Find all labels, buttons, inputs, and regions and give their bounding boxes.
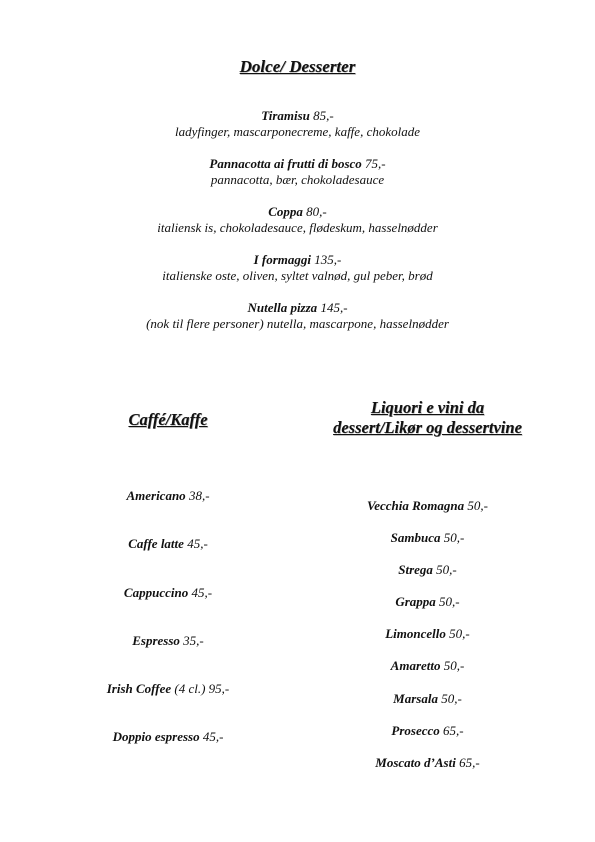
dessert-price: 135,-: [314, 252, 342, 267]
coffee-name: Espresso: [132, 632, 180, 648]
dessert-item: [0, 204, 595, 236]
liquor-name: Prosecco: [391, 722, 440, 738]
liquor-price: 65,-: [459, 754, 480, 770]
coffee-price: 45,-: [202, 729, 224, 745]
dessert-price: 85,-: [313, 108, 334, 123]
liquor-name: Limoncello: [385, 626, 446, 642]
liquor-item: [300, 658, 555, 690]
coffee-heading: Caffé/Kaffe: [128, 410, 208, 429]
dessert-price: 75,-: [365, 156, 386, 171]
coffee-name: Americano: [126, 488, 186, 503]
dessert-item: [0, 108, 595, 140]
dessert-description: italiensk is, chokoladesauce, flødeskum, hasselnødder: [157, 220, 438, 235]
liquor-item: [300, 530, 555, 562]
dessert-description: pannacotta, bær, chokoladesauce: [210, 172, 385, 187]
coffee-price: 45,-: [191, 584, 213, 600]
coffee-name: Irish Coffee: [106, 681, 172, 697]
liquor-name: Amaretto: [390, 658, 441, 674]
dessert-name: I formaggi: [253, 252, 312, 267]
coffee-price: 38,-: [188, 488, 210, 503]
liquor-name: Vecchia Romagna: [367, 498, 465, 513]
dessert-name-line: [0, 156, 595, 172]
liquor-price: 50,-: [467, 498, 488, 513]
liquor-item: [300, 691, 555, 723]
dessert-name: Nutella pizza: [247, 300, 318, 315]
coffee-item: [70, 536, 266, 584]
dessert-name-line: [0, 108, 595, 124]
liquor-item: [300, 626, 555, 658]
dessert-name-line: [0, 204, 595, 220]
coffee-name: Doppio espresso: [112, 729, 200, 745]
dessert-list: [0, 108, 595, 348]
page-title: Dolce/ Desserter: [239, 57, 356, 76]
coffee-item: [70, 681, 266, 729]
coffee-item: [70, 729, 266, 777]
liquor-price: 50,-: [441, 690, 462, 706]
dessert-description: ladyfinger, mascarponecreme, kaffe, chokolade: [174, 124, 420, 139]
dessert-name-line: [0, 300, 595, 316]
coffee-name: Caffe latte: [128, 536, 184, 552]
dessert-price: 145,-: [320, 300, 348, 315]
liquor-price: 50,-: [443, 658, 465, 674]
liquor-name: Marsala: [393, 690, 438, 706]
liquor-item: [300, 498, 555, 530]
liquor-name: Strega: [398, 562, 433, 578]
liquor-name: Grappa: [395, 594, 436, 610]
liquor-heading: [300, 398, 555, 438]
coffee-list: [70, 488, 266, 778]
dessert-item: [0, 252, 595, 284]
liquor-price: 50,-: [449, 626, 470, 642]
dessert-name: Coppa: [268, 204, 303, 219]
liquor-item: [300, 723, 555, 755]
liquor-item: [300, 594, 555, 626]
liquor-item: [300, 562, 555, 594]
liquor-list: [300, 498, 555, 787]
coffee-item: [70, 488, 266, 536]
coffee-name: Cappuccino: [123, 584, 189, 600]
liquor-name: Moscato d’Asti: [375, 754, 456, 770]
liquor-price: 50,-: [439, 594, 460, 610]
coffee-price: 45,-: [187, 536, 208, 552]
dessert-name: Pannacotta ai frutti di bosco: [209, 156, 362, 171]
dessert-description: italienske oste, oliven, syltet valnød, gul peber, brød: [162, 268, 433, 283]
liquor-price: 50,-: [443, 530, 465, 546]
dessert-name-line: [0, 252, 595, 268]
coffee-item: [70, 633, 266, 681]
dessert-price: 80,-: [306, 204, 327, 219]
liquor-heading-line1: Liquori e vini da: [370, 398, 485, 417]
liquor-price: 65,-: [443, 722, 464, 738]
liquor-price: 50,-: [436, 562, 457, 578]
liquor-name: Sambuca: [390, 530, 441, 546]
coffee-item: [70, 585, 266, 633]
liquor-item: [300, 755, 555, 787]
coffee-price: 35,-: [183, 632, 204, 648]
liquor-heading-line2: dessert/Likør og dessertvine: [333, 418, 522, 437]
dessert-name: Tiramisu: [261, 108, 310, 123]
dessert-item: [0, 156, 595, 188]
coffee-price: (4 cl.) 95,-: [174, 681, 230, 697]
dessert-item: [0, 300, 595, 332]
dessert-description: (nok til flere personer) nutella, mascarpone, hasselnødder: [146, 316, 449, 331]
